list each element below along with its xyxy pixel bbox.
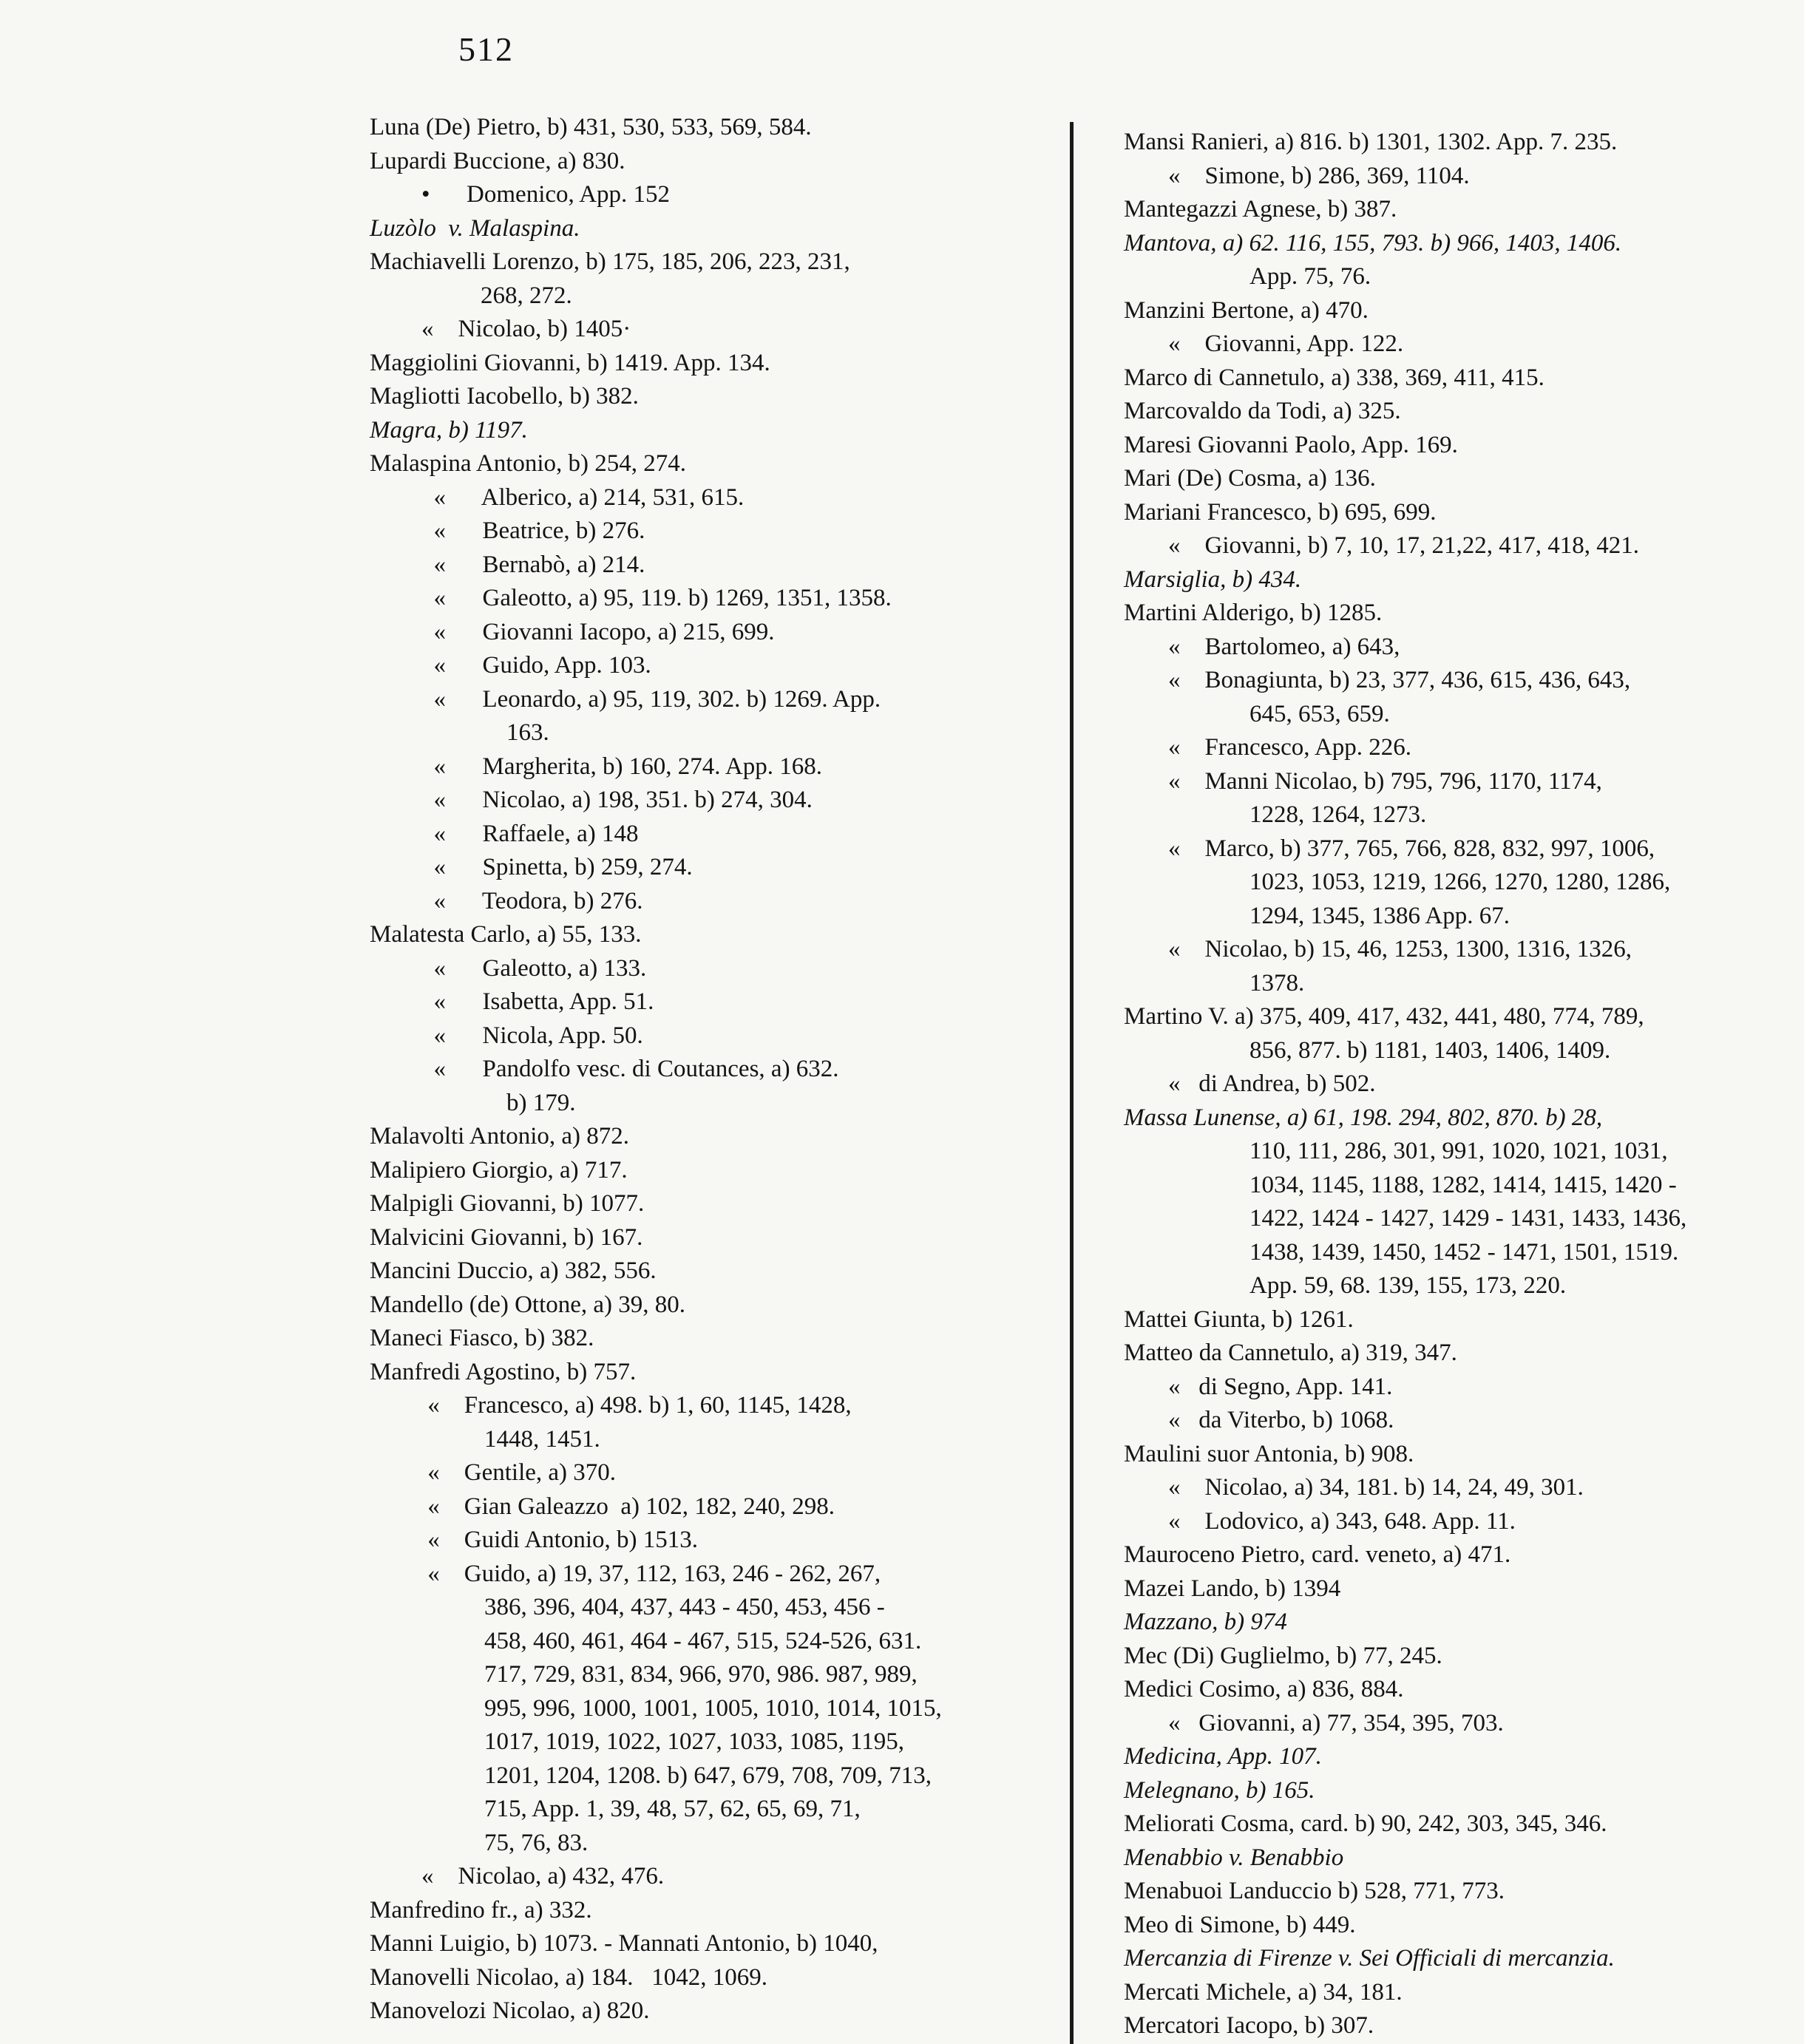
index-entry-line: « Bartolomeo, a) 643, bbox=[1168, 633, 1400, 660]
index-entry-line: Mariani Francesco, b) 695, 699. bbox=[1124, 498, 1437, 526]
index-entry-line: 1034, 1145, 1188, 1282, 1414, 1415, 1420 - bbox=[1249, 1171, 1677, 1198]
index-entry-line: Maggiolini Giovanni, b) 1419. App. 134. bbox=[370, 349, 770, 376]
index-entry-line: « da Viterbo, b) 1068. bbox=[1168, 1407, 1394, 1433]
index-entry-line: Mattei Giunta, b) 1261. bbox=[1124, 1305, 1354, 1333]
index-entry-line: Mandello (de) Ottone, a) 39, 80. bbox=[370, 1291, 686, 1318]
index-entry-line: 1422, 1424 - 1427, 1429 - 1431, 1433, 1436, bbox=[1249, 1205, 1687, 1232]
index-entry-line: Magra, b) 1197. bbox=[370, 416, 528, 444]
index-entry-line: « Teodora, b) 276. bbox=[421, 887, 643, 914]
index-entry-line: 717, 729, 831, 834, 966, 970, 986. 987, 989, bbox=[484, 1661, 918, 1688]
index-entry-line: « Raffaele, a) 148 bbox=[421, 820, 639, 847]
index-entry-line: Mari (De) Cosma, a) 136. bbox=[1124, 465, 1376, 492]
index-entry-line: « Beatrice, b) 276. bbox=[421, 517, 645, 544]
index-entry-line: 110, 111, 286, 301, 991, 1020, 1021, 1031, bbox=[1249, 1138, 1668, 1164]
index-entry-line: Maneci Fiasco, b) 382. bbox=[370, 1325, 594, 1351]
index-entry-line: Luzòlo v. Malaspina. bbox=[370, 214, 580, 242]
index-entry-line: « Alberico, a) 214, 531, 615. bbox=[421, 483, 745, 511]
index-entry-line: « Bernabò, a) 214. bbox=[421, 551, 645, 578]
index-entry-line: Menabbio v. Benabbio bbox=[1124, 1844, 1344, 1871]
index-entry-line: 715, App. 1, 39, 48, 57, 62, 65, 69, 71, bbox=[484, 1796, 861, 1822]
index-entry-line: Manovelli Nicolao, a) 184. 1042, 1069. bbox=[370, 1963, 767, 1991]
index-entry-line: Mauroceno Pietro, card. veneto, a) 471. bbox=[1124, 1541, 1511, 1568]
index-entry-line: « Guido, App. 103. bbox=[421, 652, 651, 679]
index-entry-line: « Nicolao, a) 34, 181. b) 14, 24, 49, 301. bbox=[1168, 1474, 1584, 1501]
index-entry-line: « Giovanni, App. 122. bbox=[1168, 330, 1404, 357]
index-entry-line: « Spinetta, b) 259, 274. bbox=[421, 854, 693, 880]
index-entry-line: 268, 272. bbox=[481, 282, 572, 309]
index-entry-line: « Francesco, App. 226. bbox=[1168, 734, 1412, 761]
index-entry-line: Mazei Lando, b) 1394 bbox=[1124, 1575, 1341, 1602]
index-entry-line: Malpigli Giovanni, b) 1077. bbox=[370, 1190, 645, 1217]
index-entry-line: 386, 396, 404, 437, 443 - 450, 453, 456 - bbox=[484, 1594, 885, 1620]
index-entry-line: « Leonardo, a) 95, 119, 302. b) 1269. App. bbox=[421, 685, 881, 713]
index-entry-line: Manfredi Agostino, b) 757. bbox=[370, 1358, 637, 1385]
index-entry-line: « Francesco, a) 498. b) 1, 60, 1145, 1428, bbox=[421, 1392, 852, 1419]
index-entry-line: « Nicolao, b) 15, 46, 1253, 1300, 1316, 1326, bbox=[1168, 936, 1632, 962]
index-entry-line: b) 179. bbox=[506, 1089, 576, 1116]
index-entry-line: Marsiglia, b) 434. bbox=[1124, 566, 1302, 593]
index-entry-line: Medicina, App. 107. bbox=[1124, 1743, 1322, 1770]
index-entry-line: Luna (De) Pietro, b) 431, 530, 533, 569, 584. bbox=[370, 114, 812, 140]
index-entry-line: Machiavelli Lorenzo, b) 175, 185, 206, 223, 231, bbox=[370, 248, 850, 275]
index-entry-line: Menabuoi Landuccio b) 528, 771, 773. bbox=[1124, 1878, 1505, 1904]
index-entry-line: 1294, 1345, 1386 App. 67. bbox=[1249, 902, 1510, 929]
index-entry-line: Manni Luigio, b) 1073. - Mannati Antonio, b) 1040, bbox=[370, 1930, 878, 1957]
index-entry-line: Meliorati Cosma, card. b) 90, 242, 303, 345, 346. bbox=[1124, 1810, 1607, 1837]
index-entry-line: Malvicini Giovanni, b) 167. bbox=[370, 1223, 643, 1251]
index-entry-line: « Marco, b) 377, 765, 766, 828, 832, 997, 1006, bbox=[1168, 835, 1655, 862]
index-entry-line: « Gentile, a) 370. bbox=[421, 1459, 617, 1486]
index-entry-line: Medici Cosimo, a) 836, 884. bbox=[1124, 1676, 1404, 1702]
index-entry-line: Martino V. a) 375, 409, 417, 432, 441, 480, 774, 789, bbox=[1124, 1003, 1644, 1030]
index-entry-line: Meo di Simone, b) 449. bbox=[1124, 1911, 1356, 1938]
index-entry-line: 1378. bbox=[1249, 969, 1305, 996]
index-entry-line: « Isabetta, App. 51. bbox=[421, 988, 654, 1015]
index-entry-line: « Nicolao, b) 1405· bbox=[421, 316, 631, 342]
index-entry-line: Maresi Giovanni Paolo, App. 169. bbox=[1124, 431, 1458, 458]
index-entry-line: Mercatori Iacopo, b) 307. bbox=[1124, 2012, 1374, 2039]
index-entry-line: 1023, 1053, 1219, 1266, 1270, 1280, 1286, bbox=[1249, 869, 1671, 895]
index-entry-line: « Gian Galeazzo a) 102, 182, 240, 298. bbox=[421, 1493, 835, 1520]
index-entry-line: « Pandolfo vesc. di Coutances, a) 632. bbox=[421, 1056, 839, 1082]
index-entry-line: • Domenico, App. 152 bbox=[421, 181, 671, 208]
index-entry-line: App. 75, 76. bbox=[1249, 263, 1371, 290]
index-entry-line: Marco di Cannetulo, a) 338, 369, 411, 415. bbox=[1124, 364, 1544, 391]
index-entry-line: Marcovaldo da Todi, a) 325. bbox=[1124, 398, 1401, 424]
index-entry-line: Melegnano, b) 165. bbox=[1124, 1776, 1315, 1804]
index-entry-line: Malatesta Carlo, a) 55, 133. bbox=[370, 921, 642, 948]
index-entry-line: « Manni Nicolao, b) 795, 796, 1170, 1174, bbox=[1168, 767, 1602, 795]
index-entry-line: Magliotti Iacobello, b) 382. bbox=[370, 383, 639, 410]
index-entry-line: Mazzano, b) 974 bbox=[1124, 1609, 1287, 1635]
index-entry-line: App. 59, 68. 139, 155, 173, 220. bbox=[1249, 1272, 1567, 1299]
page-number: 512 bbox=[458, 30, 514, 68]
index-column-left bbox=[370, 111, 1035, 2028]
index-entry-line: 163. bbox=[506, 719, 549, 746]
column-divider bbox=[1070, 122, 1074, 2044]
index-entry-line: 1201, 1204, 1208. b) 647, 679, 708, 709, 713, bbox=[484, 1762, 932, 1789]
index-entry-line: Martini Alderigo, b) 1285. bbox=[1124, 600, 1383, 626]
index-entry-line: Matteo da Cannetulo, a) 319, 347. bbox=[1124, 1340, 1457, 1366]
index-entry-line: Maulini suor Antonia, b) 908. bbox=[1124, 1440, 1414, 1467]
index-entry-line: Mantova, a) 62. 116, 155, 793. b) 966, 1403, 1406. bbox=[1124, 229, 1622, 257]
index-entry-line: « Nicolao, a) 198, 351. b) 274, 304. bbox=[421, 787, 813, 813]
index-entry-line: 645, 653, 659. bbox=[1249, 700, 1390, 727]
index-entry-line: « Margherita, b) 160, 274. App. 168. bbox=[421, 753, 823, 780]
index-entry-line: 1017, 1019, 1022, 1027, 1033, 1085, 1195, bbox=[484, 1728, 905, 1755]
index-entry-line: Malipiero Giorgio, a) 717. bbox=[370, 1156, 628, 1184]
index-entry-line: « Nicolao, a) 432, 476. bbox=[421, 1863, 665, 1889]
index-entry-line: « Giovanni Iacopo, a) 215, 699. bbox=[421, 618, 775, 645]
index-entry-line: Mancini Duccio, a) 382, 556. bbox=[370, 1257, 657, 1284]
index-entry-line: Lupardi Buccione, a) 830. bbox=[370, 147, 625, 174]
index-entry-line: 856, 877. b) 1181, 1403, 1406, 1409. bbox=[1249, 1036, 1611, 1064]
index-entry-line: Mantegazzi Agnese, b) 387. bbox=[1124, 196, 1397, 223]
index-entry-line: 458, 460, 461, 464 - 467, 515, 524-526, 631. bbox=[484, 1627, 922, 1654]
index-entry-line: « Lodovico, a) 343, 648. App. 11. bbox=[1168, 1507, 1516, 1535]
index-entry-line: « Giovanni, a) 77, 354, 395, 703. bbox=[1168, 1709, 1504, 1736]
index-entry-line: 1228, 1264, 1273. bbox=[1249, 801, 1427, 828]
index-entry-line: « Simone, b) 286, 369, 1104. bbox=[1168, 162, 1470, 189]
index-entry-line: « Nicola, App. 50. bbox=[421, 1022, 643, 1049]
index-entry-line: Manovelozi Nicolao, a) 820. bbox=[370, 1997, 650, 2024]
index-entry-line: « Galeotto, a) 133. bbox=[421, 954, 647, 982]
index-entry-line: 75, 76, 83. bbox=[484, 1829, 589, 1856]
index-entry-line: Mansi Ranieri, a) 816. b) 1301, 1302. App. 7. 235. bbox=[1124, 129, 1618, 155]
index-entry-line: « Bonagiunta, b) 23, 377, 436, 615, 436, 643, bbox=[1168, 667, 1631, 693]
index-entry-line: 1448, 1451. bbox=[484, 1425, 600, 1453]
index-entry-line: « Galeotto, a) 95, 119. b) 1269, 1351, 1358. bbox=[421, 585, 892, 611]
index-entry-line: « di Segno, App. 141. bbox=[1168, 1373, 1393, 1400]
index-entry-line: Mercati Michele, a) 34, 181. bbox=[1124, 1978, 1403, 2006]
index-entry-line: 1438, 1439, 1450, 1452 - 1471, 1501, 1519. bbox=[1249, 1238, 1679, 1266]
index-entry-line: Mec (Di) Guglielmo, b) 77, 245. bbox=[1124, 1642, 1442, 1669]
index-entry-line: Manzini Bertone, a) 470. bbox=[1124, 296, 1369, 324]
index-entry-line: Massa Lunense, a) 61, 198. 294, 802, 870. b) 28, bbox=[1124, 1104, 1603, 1131]
index-entry-line: « di Andrea, b) 502. bbox=[1168, 1070, 1376, 1097]
index-entry-line: Malavolti Antonio, a) 872. bbox=[370, 1123, 630, 1150]
index-entry-line: « Guidi Antonio, b) 1513. bbox=[421, 1527, 699, 1553]
index-column-right bbox=[1124, 126, 1774, 2043]
index-entry-line: Manfredino fr., a) 332. bbox=[370, 1896, 592, 1924]
index-entry-line: Malaspina Antonio, b) 254, 274. bbox=[370, 450, 687, 477]
index-entry-line: « Guido, a) 19, 37, 112, 163, 246 - 262, 267, bbox=[421, 1560, 881, 1587]
index-entry-line: « Giovanni, b) 7, 10, 17, 21,22, 417, 418, 421. bbox=[1168, 532, 1640, 559]
index-entry-line: Mercanzia di Firenze v. Sei Officiali di mercanzia. bbox=[1124, 1945, 1615, 1972]
index-entry-line: 995, 996, 1000, 1001, 1005, 1010, 1014, 1015, bbox=[484, 1694, 942, 1722]
